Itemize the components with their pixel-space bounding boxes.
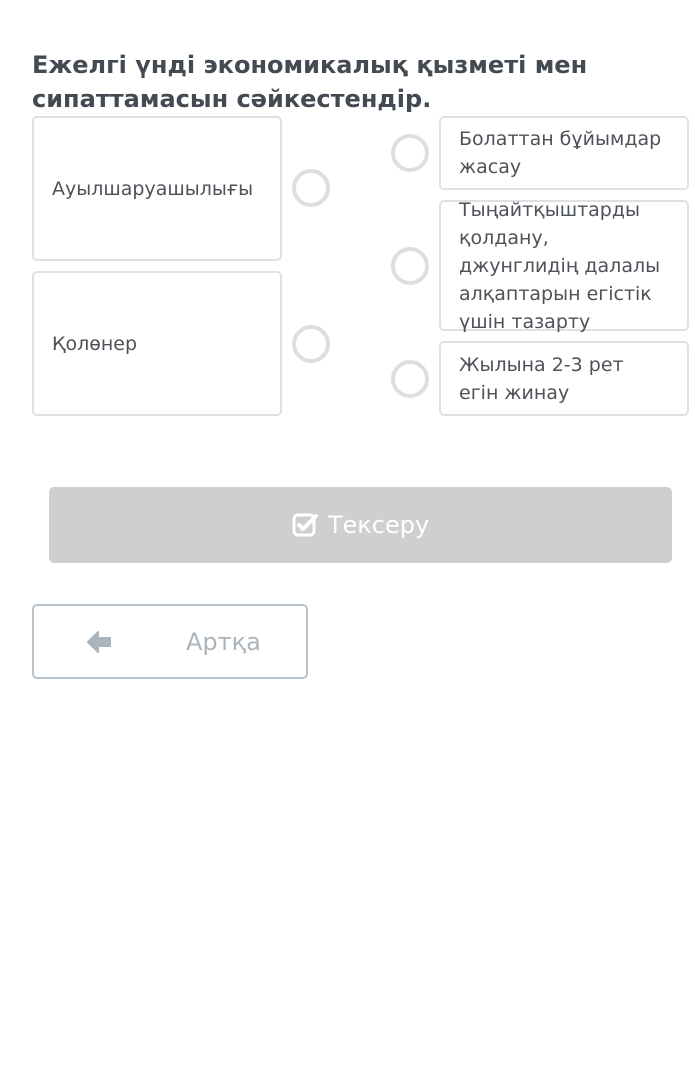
back-button[interactable] xyxy=(32,604,308,679)
left-item-label: Қолөнер xyxy=(52,332,138,355)
right-item-steel[interactable] xyxy=(439,116,689,190)
left-item-agriculture-radio[interactable] xyxy=(292,169,330,207)
right-item-fertilizer[interactable] xyxy=(439,200,689,331)
right-item-steel-radio[interactable] xyxy=(391,134,429,172)
check-square-icon xyxy=(292,512,318,538)
left-item-crafts-radio[interactable] xyxy=(292,325,330,363)
right-item-label: Болаттан бұйымдар жасау xyxy=(459,128,662,178)
right-item-fertilizer-radio[interactable] xyxy=(391,247,429,285)
arrow-left-icon xyxy=(86,630,112,654)
right-item-harvest-radio[interactable] xyxy=(391,360,429,398)
right-item-harvest[interactable] xyxy=(439,341,689,416)
left-item-crafts[interactable] xyxy=(32,271,282,416)
question-title: Ежелгі үнді экономикалық қызметі мен сипаттамасын сәйкестендір. xyxy=(32,51,588,113)
left-item-label: Ауылшаруашылығы xyxy=(52,177,254,200)
check-button-label: Тексеру xyxy=(327,511,430,539)
right-item-label: Тыңайтқыштарды қолдану, джунглидің далалы алқаптарын егістік үшін тазарту xyxy=(459,198,661,333)
left-item-agriculture[interactable] xyxy=(32,116,282,261)
check-button[interactable] xyxy=(49,487,672,563)
right-item-label: Жылына 2-3 рет егін жинау xyxy=(459,353,624,404)
back-button-label: Артқа xyxy=(186,628,261,656)
